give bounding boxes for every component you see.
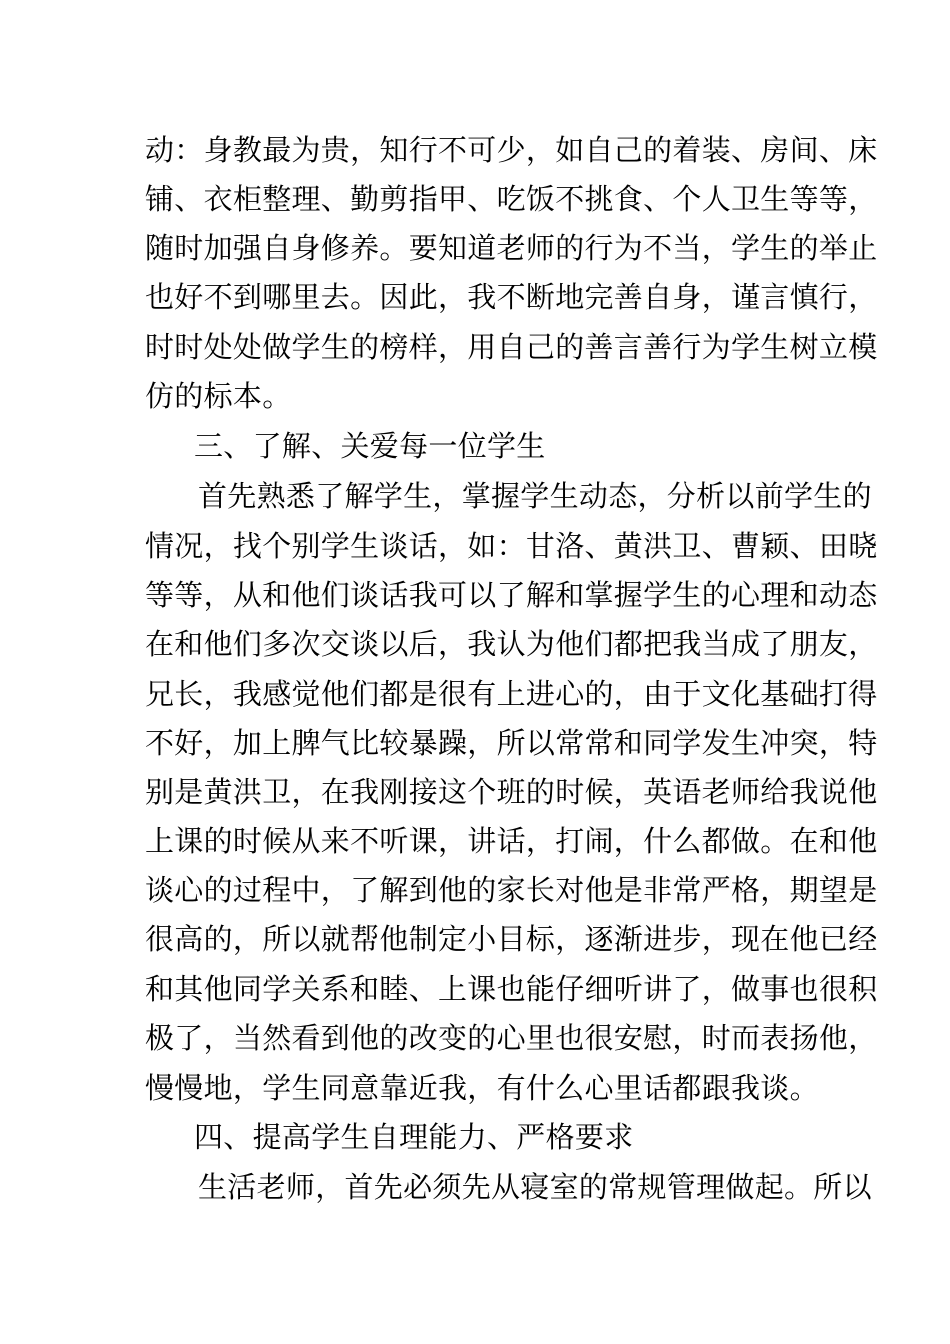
text-line: 情况，找个别学生谈话，如：甘洛、黄洪卫、曹颖、田晓 [145,529,878,563]
text-line: 时时处处做学生的榜样，用自己的善言善行为学生树立模 [145,330,878,364]
text-line: 在和他们多次交谈以后，我认为他们都把我当成了朋友， [145,627,878,661]
text-line: 谈心的过程中，了解到他的家长对他是非常严格，期望是 [145,873,878,907]
text-line: 别是黄洪卫，在我刚接这个班的时候，英语老师给我说他 [145,775,878,809]
section-heading: 三、了解、关爱每一位学生 [194,429,546,463]
text-line: 等等，从和他们谈话我可以了解和掌握学生的心理和动态 [145,578,878,612]
paragraph-first-line: 首先熟悉了解学生，掌握学生动态，分析以前学生的 [198,479,872,513]
text-line: 慢慢地，学生同意靠近我，有什么心里话都跟我谈。 [145,1071,819,1105]
text-line: 也好不到哪里去。因此，我不断地完善自身，谨言慎行， [145,280,878,314]
text-line: 动：身教最为贵，知行不可少，如自己的着装、房间、床 [145,133,878,167]
text-line: 极了，当然看到他的改变的心里也很安慰，时而表扬他， [145,1021,878,1055]
text-line: 仿的标本。 [145,379,292,413]
text-line: 很高的，所以就帮他制定小目标，逐渐进步，现在他已经 [145,922,878,956]
text-line: 和其他同学关系和睦、上课也能仔细听讲了，做事也很积 [145,972,878,1006]
text-line: 不好，加上脾气比较暴躁，所以常常和同学发生冲突，特 [145,726,878,760]
text-line: 兄长，我感觉他们都是很有上进心的，由于文化基础打得 [145,677,878,711]
text-line: 铺、衣柜整理、勤剪指甲、吃饭不挑食、个人卫生等等， [145,182,878,216]
text-line: 上课的时候从来不听课，讲话，打闹，什么都做。在和他 [145,824,878,858]
paragraph-first-line: 生活老师，首先必须先从寝室的常规管理做起。所以 [198,1170,872,1204]
section-heading: 四、提高学生自理能力、严格要求 [194,1120,634,1154]
text-line: 随时加强自身修养。要知道老师的行为不当，学生的举止 [145,231,878,265]
